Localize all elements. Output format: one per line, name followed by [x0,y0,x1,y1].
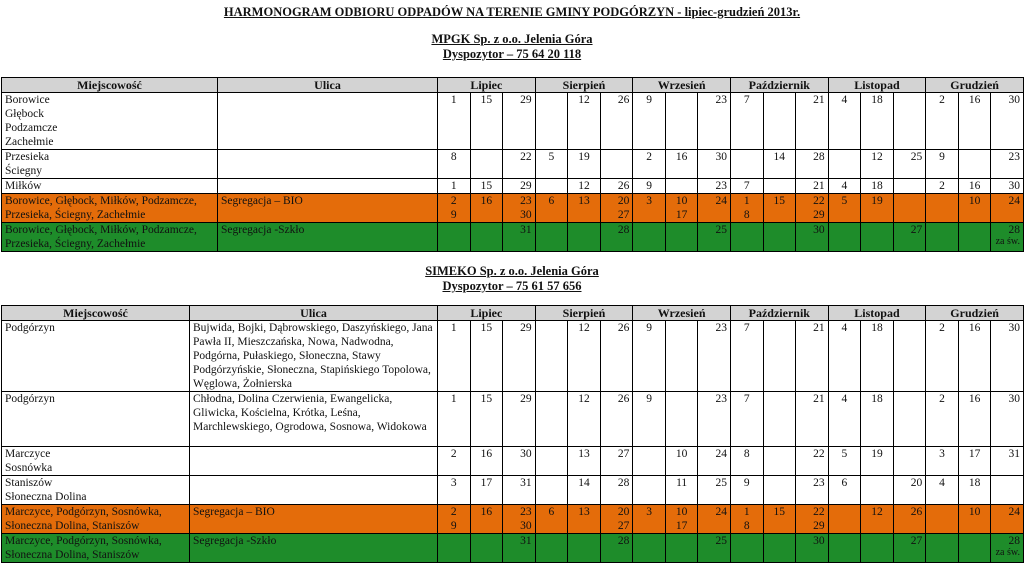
day-cell [438,223,471,252]
day-cell: 27 [893,223,926,252]
day-cell [893,447,926,476]
day-cell [535,476,568,505]
company-header-mpgk [0,32,1024,62]
day-cell [535,321,568,392]
day-cell [535,447,568,476]
day-cell: 23 [698,179,731,194]
day-cell: 15 [470,179,503,194]
day-cell [926,194,959,223]
day-cell: 30 [698,150,731,179]
place-cell: Miłków [2,179,218,194]
holiday-note: za św. [995,547,1020,558]
day-cell: 7 [730,93,763,150]
day-cell: 21 [796,321,829,392]
day-cell [470,534,503,563]
day-cell [665,179,698,194]
day-cell [633,476,666,505]
day-cell: 17 [470,476,503,505]
day-cell: 24 [698,447,731,476]
day-cell: 21 [796,179,829,194]
header-month: Październik [730,306,828,321]
street-cell [218,150,438,179]
day-cell [633,447,666,476]
day-cell: 23 [991,150,1024,179]
day-cell: 23 30 [503,505,536,534]
day-cell: 19 [861,447,894,476]
day-cell: 26 [893,505,926,534]
day-cell: 26 [600,93,633,150]
day-cell: 16 [958,321,991,392]
day-cell: 28 [600,223,633,252]
street-cell [218,93,438,150]
day-cell: 25 [698,534,731,563]
page-title: HARMONOGRAM ODBIORU ODPADÓW NA TERENIE GMINY PODGÓRZYN - lipiec-grudzień 2013r. [223,5,801,19]
day-cell: 1 [438,392,471,447]
day-cell: 20 [893,476,926,505]
table-row [2,534,1024,563]
day-cell: 28 za św. [991,534,1024,563]
day-cell: 24 [698,505,731,534]
day-cell: 7 [730,179,763,194]
day-cell: 15 [763,505,796,534]
day-cell: 20 27 [600,505,633,534]
day-cell: 13 [568,447,601,476]
day-cell: 22 [503,150,536,179]
day-cell: 30 [991,321,1024,392]
day-cell: 23 [796,476,829,505]
day-cell: 16 [470,505,503,534]
day-cell: 19 [568,150,601,179]
table-row [2,93,1024,150]
day-cell: 10 [665,447,698,476]
day-cell [568,534,601,563]
day-cell [763,321,796,392]
day-cell [633,534,666,563]
place-cell: Marczyce, Podgórzyn, Sosnówka, Słoneczna Dolina, Staniszów [2,534,190,563]
schedule-table-mpgk [1,77,1024,252]
day-cell [893,392,926,447]
day-cell: 26 [600,179,633,194]
street-cell [190,447,438,476]
day-cell: 8 [730,447,763,476]
day-cell: 29 [503,392,536,447]
day-cell: 25 [698,223,731,252]
day-cell: 9 [926,150,959,179]
day-cell: 15 [470,93,503,150]
day-cell [600,150,633,179]
company-name: MPGK Sp. z o.o. Jelenia Góra [431,32,593,46]
day-cell [535,179,568,194]
day-cell [730,150,763,179]
day-cell: 17 [958,447,991,476]
day-cell: 15 [470,321,503,392]
day-cell [958,150,991,179]
day-cell [470,223,503,252]
day-cell [893,93,926,150]
day-cell: 12 [568,321,601,392]
day-cell [926,223,959,252]
day-cell [665,321,698,392]
day-cell: 26 [600,321,633,392]
day-cell: 19 [861,194,894,223]
day-cell [535,93,568,150]
day-cell: 27 [600,447,633,476]
day-cell: 5 [535,150,568,179]
dispatcher-phone: Dyspozytor – 75 64 20 118 [442,47,582,61]
day-cell: 30 [796,223,829,252]
day-cell: 9 [633,93,666,150]
header-month: Lipiec [438,78,536,93]
day-cell [991,476,1024,505]
day-cell: 1 8 [730,505,763,534]
header-month: Październik [730,78,828,93]
day-cell: 3 [926,447,959,476]
header-street: Ulica [218,78,438,93]
day-cell: 31 [503,476,536,505]
street-cell [218,179,438,194]
day-cell: 2 [926,321,959,392]
day-cell: 4 [828,321,861,392]
schedule-table-simeko [1,305,1024,563]
place-cell: Borowice, Głębock, Miłków, Podzamcze, Przesieka, Ściegny, Zachełmie [2,194,218,223]
table-row [2,194,1024,223]
day-cell: 12 [568,179,601,194]
day-cell [926,505,959,534]
day-cell: 21 [796,392,829,447]
day-cell: 3 [438,476,471,505]
day-cell: 7 [730,321,763,392]
day-cell: 10 [958,505,991,534]
day-cell: 27 [893,534,926,563]
header-place: Miejscowość [2,78,218,93]
day-cell: 16 [470,447,503,476]
street-cell: Bujwida, Bojki, Dąbrowskiego, Daszyńskiego, Jana Pawła II, Mieszczańska, Nowa, Nadwodna, Podgórna, Pułaskiego, Słoneczna, Stawy Podgórzyńskie, Słoneczna, Stapińskiego Topolowa, Węglowa, Żołnierska [190,321,438,392]
street-cell [190,476,438,505]
holiday-note: za św. [995,236,1020,247]
place-cell: Marczyce, Podgórzyn, Sosnówka, Słoneczna Dolina, Staniszów [2,505,190,534]
header-month: Sierpień [535,306,633,321]
day-cell: 2 [438,447,471,476]
table-row [2,447,1024,476]
day-cell: 21 [796,93,829,150]
header-month: Grudzień [926,306,1024,321]
day-cell [958,534,991,563]
place-cell: Marczyce Sosnówka [2,447,190,476]
day-cell: 5 [828,194,861,223]
day-cell: 28 [600,476,633,505]
day-cell: 2 [926,93,959,150]
header-row [2,306,1024,321]
day-cell [665,392,698,447]
day-cell: 23 30 [503,194,536,223]
day-cell: 14 [568,476,601,505]
day-cell: 31 [503,534,536,563]
day-cell: 25 [893,150,926,179]
day-cell [568,223,601,252]
day-cell [861,534,894,563]
day-cell: 8 [438,150,471,179]
day-cell: 13 [568,194,601,223]
day-cell: 24 [698,194,731,223]
day-cell [828,534,861,563]
day-cell: 12 [861,150,894,179]
day-cell: 16 [958,93,991,150]
header-month: Listopad [828,306,926,321]
day-cell: 1 [438,321,471,392]
table-row [2,321,1024,392]
place-cell: Staniszów Słoneczna Dolina [2,476,190,505]
day-cell [893,194,926,223]
place-cell: Borowice Głębock Podzamcze Zachełmie [2,93,218,150]
company-header-simeko [0,264,1024,294]
day-cell [535,392,568,447]
day-cell: 30 [991,179,1024,194]
day-cell: 18 [861,392,894,447]
day-cell: 29 [503,179,536,194]
day-cell [763,447,796,476]
day-cell [926,534,959,563]
day-cell [861,476,894,505]
day-cell [828,150,861,179]
day-cell: 16 [665,150,698,179]
day-cell: 10 17 [665,505,698,534]
day-cell: 12 [861,505,894,534]
day-cell: 31 [503,223,536,252]
street-cell: Segregacja – BIO [190,505,438,534]
day-cell [730,534,763,563]
header-month: Lipiec [438,306,536,321]
day-cell [763,476,796,505]
day-cell: 4 [828,392,861,447]
day-cell [763,392,796,447]
table-row [2,179,1024,194]
day-cell: 25 [698,476,731,505]
day-cell: 9 [633,179,666,194]
day-cell: 18 [861,179,894,194]
day-cell [633,223,666,252]
header-street: Ulica [190,306,438,321]
day-cell: 6 [535,505,568,534]
day-cell: 18 [861,321,894,392]
day-cell: 4 [828,179,861,194]
header-month: Listopad [828,78,926,93]
day-cell: 2 [633,150,666,179]
header-row [2,78,1024,93]
day-cell: 1 [438,93,471,150]
place-cell: Podgórzyn [2,392,190,447]
table-row [2,392,1024,447]
day-cell [958,223,991,252]
day-cell: 7 [730,392,763,447]
day-cell: 6 [828,476,861,505]
day-cell: 3 [633,194,666,223]
day-cell [438,534,471,563]
day-cell [470,150,503,179]
day-cell: 2 [926,392,959,447]
day-cell [535,223,568,252]
day-cell: 9 [730,476,763,505]
day-cell: 10 [958,194,991,223]
day-cell [535,534,568,563]
day-cell: 2 9 [438,194,471,223]
day-cell: 24 [991,505,1024,534]
day-cell [828,223,861,252]
day-cell: 1 8 [730,194,763,223]
day-cell [665,93,698,150]
day-cell: 16 [470,194,503,223]
day-cell: 26 [600,392,633,447]
day-cell [763,223,796,252]
street-cell: Segregacja -Szkło [190,534,438,563]
street-cell: Segregacja -Szkło [218,223,438,252]
day-cell [665,223,698,252]
day-cell: 23 [698,321,731,392]
day-cell [893,321,926,392]
header-month: Wrzesień [633,306,731,321]
day-cell: 23 [698,392,731,447]
company-name: SIMEKO Sp. z o.o. Jelenia Góra [425,264,599,278]
day-cell: 29 [503,321,536,392]
day-cell: 16 [958,392,991,447]
day-cell: 12 [568,392,601,447]
day-cell: 4 [926,476,959,505]
header-place: Miejscowość [2,306,190,321]
day-cell: 5 [828,447,861,476]
street-cell: Segregacja – BIO [218,194,438,223]
day-cell: 15 [763,194,796,223]
dispatcher-phone: Dyspozytor – 75 61 57 656 [442,279,582,293]
day-cell: 6 [535,194,568,223]
day-cell: 4 [828,93,861,150]
day-cell: 13 [568,505,601,534]
day-cell: 28 [600,534,633,563]
day-cell: 22 29 [796,505,829,534]
day-cell: 18 [861,93,894,150]
day-cell: 2 [926,179,959,194]
day-cell: 9 [633,392,666,447]
table-row [2,150,1024,179]
street-cell: Chłodna, Dolina Czerwienia, Ewangelicka, Gliwicka, Kościelna, Krótka, Leśna, Marchlewskiego, Ogrodowa, Sosnowa, Widokowa [190,392,438,447]
day-cell: 30 [991,392,1024,447]
place-cell: Przesieka Ściegny [2,150,218,179]
day-cell [665,534,698,563]
table-row [2,476,1024,505]
header-month: Sierpień [535,78,633,93]
day-cell: 14 [763,150,796,179]
day-cell [730,223,763,252]
day-cell: 20 27 [600,194,633,223]
day-cell: 28 [796,150,829,179]
day-cell: 23 [698,93,731,150]
day-cell [763,534,796,563]
place-cell: Borowice, Głębock, Miłków, Podzamcze, Przesieka, Ściegny, Zachełmie [2,223,218,252]
day-cell: 29 [503,93,536,150]
day-cell: 3 [633,505,666,534]
day-cell: 16 [958,179,991,194]
day-cell [861,223,894,252]
day-cell: 18 [958,476,991,505]
day-cell: 24 [991,194,1024,223]
day-cell: 9 [633,321,666,392]
place-cell: Podgórzyn [2,321,190,392]
day-cell: 10 17 [665,194,698,223]
day-cell [828,505,861,534]
day-cell: 11 [665,476,698,505]
day-cell: 22 [796,447,829,476]
day-cell: 30 [991,93,1024,150]
day-cell: 30 [796,534,829,563]
day-cell: 1 [438,179,471,194]
day-cell: 2 9 [438,505,471,534]
day-cell: 22 29 [796,194,829,223]
day-cell: 15 [470,392,503,447]
header-month: Grudzień [926,78,1024,93]
day-cell [893,179,926,194]
day-cell [763,93,796,150]
day-cell: 31 [991,447,1024,476]
table-row [2,505,1024,534]
table-row [2,223,1024,252]
header-month: Wrzesień [633,78,731,93]
day-cell [763,179,796,194]
day-cell: 12 [568,93,601,150]
day-cell: 30 [503,447,536,476]
day-cell: 28 za św. [991,223,1024,252]
